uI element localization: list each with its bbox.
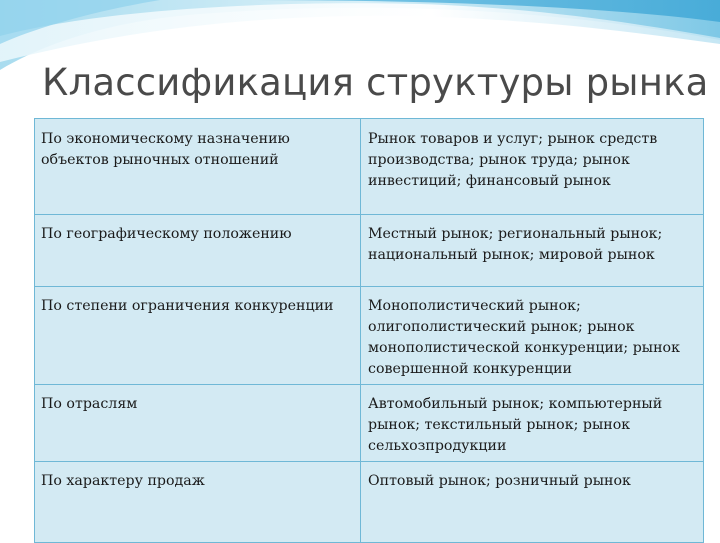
table-row (35, 119, 704, 215)
types-cell: Рынок товаров и услуг; рынок средств производства; рынок труда; рынок инвестиций; финансовый рынок (361, 119, 704, 215)
types-cell: Автомобильный рынок; компьютерный рынок; текстильный рынок; рынок сельхозпродукции (361, 385, 704, 462)
page-title: Классификация структуры рынка (42, 61, 709, 104)
criterion-cell: По экономическому назначению объектов рыночных отношений (35, 119, 361, 215)
table-row (35, 385, 704, 462)
market-classification-table (34, 118, 704, 543)
criterion-cell: По характеру продаж (35, 462, 361, 543)
table-row (35, 462, 704, 543)
types-cell: Местный рынок; региональный рынок; национальный рынок; мировой рынок (361, 215, 704, 287)
types-cell: Монополистический рынок; олигополистический рынок; рынок монополистической конкуренции; рынок совершенной конкуренции (361, 287, 704, 385)
criterion-cell: По отраслям (35, 385, 361, 462)
table-row (35, 287, 704, 385)
criterion-cell: По степени ограничения конкуренции (35, 287, 361, 385)
criterion-cell: По географическому положению (35, 215, 361, 287)
table-row (35, 215, 704, 287)
types-cell: Оптовый рынок; розничный рынок (361, 462, 704, 543)
